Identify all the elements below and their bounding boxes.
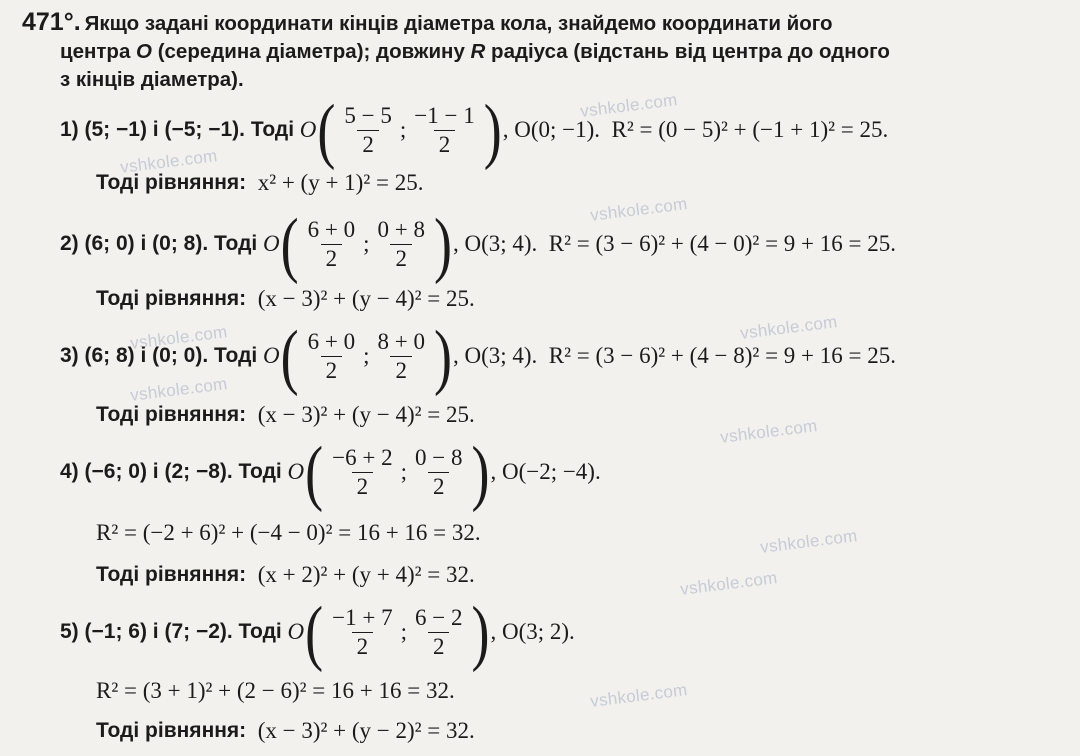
watermark: vshkole.com	[739, 312, 839, 343]
problem-header-line1: 471°. Якщо задані координати кінців діаметра кола, знайдемо координати його	[22, 8, 833, 36]
solution-3-equation: Тоді рівняння: (x − 3)² + (y − 4)² = 25.	[96, 402, 475, 427]
fraction: $\frac{-1 + 7}{2}$	[332, 604, 393, 659]
problem-header-line2: центра O (середина діаметра); довжину R радіуса (відстань від центра до одного	[60, 40, 890, 63]
solution-4-row: 4) (−6; 0) і (2; −8). Тоді O ( $\frac{-6 + 2}{2}$ ; $\frac{0 - 8}{2}$ ) , O(−2; −4).	[60, 431, 601, 513]
solution-4-radius: R² = (−2 + 6)² + (−4 − 0)² = 16 + 16 = 32.	[96, 520, 481, 545]
solution-5-row: 5) (−1; 6) і (7; −2). Тоді O ( $\frac{-1 + 7}{2}$ ; $\frac{6 - 2}{2}$ ) , O(3; 2).	[60, 591, 575, 673]
fraction: $\frac{8 + 0}{2}$	[377, 328, 425, 383]
fraction: $\frac{6 + 0}{2}$	[307, 328, 356, 383]
solution-5-equation: Тоді рівняння: (x − 3)² + (y − 2)² = 32.	[96, 718, 475, 743]
solution-2-equation: Тоді рівняння: (x − 3)² + (y − 4)² = 25.	[96, 286, 475, 311]
watermark: vshkole.com	[579, 90, 679, 121]
fraction: $\frac{-1 - 1}{2}$	[414, 102, 475, 157]
fraction: $\frac{0 + 8}{2}$	[377, 216, 425, 271]
solution-4-equation: Тоді рівняння: (x + 2)² + (y + 4)² = 32.	[96, 562, 475, 587]
fraction: $\frac{5 - 5}{2}$	[344, 102, 392, 157]
watermark: vshkole.com	[679, 568, 779, 599]
watermark: vshkole.com	[119, 146, 219, 177]
fraction: $\frac{6 - 2}{2}$	[414, 604, 463, 659]
solution-1-row: 1) (5; −1) і (−5; −1). Тоді O ( $\frac{5 - 5}{2}$ ; $\frac{-1 - 1}{2}$ ) , O(0; −1). R² = (0 − 5)² + (−1 + 1)² = 25.	[60, 89, 889, 171]
watermark: vshkole.com	[759, 526, 859, 557]
watermark: vshkole.com	[129, 374, 229, 405]
solution-2-row: 2) (6; 0) і (0; 8). Тоді O ( $\frac{6 + 0}{2}$ ; $\frac{0 + 8}{2}$ ) , O(3; 4). R² = (3 − 6)² + (4 − 0)² = 9 + 16 = 25.	[60, 203, 896, 285]
fraction: $\frac{-6 + 2}{2}$	[332, 444, 393, 499]
problem-number: 471°.	[22, 8, 81, 36]
problem-header-line3: з кінців діаметра).	[60, 68, 244, 91]
solution-3-row: 3) (6; 8) і (0; 0). Тоді O ( $\frac{6 + 0}{2}$ ; $\frac{8 + 0}{2}$ ) , O(3; 4). R² = (3 − 6)² + (4 − 8)² = 9 + 16 = 25.	[60, 315, 896, 397]
solution-1-equation: Тоді рівняння: x² + (y + 1)² = 25.	[96, 170, 424, 195]
fraction: $\frac{6 + 0}{2}$	[307, 216, 356, 271]
watermark: vshkole.com	[719, 416, 819, 447]
watermark: vshkole.com	[129, 322, 229, 353]
solution-5-radius: R² = (3 + 1)² + (2 − 6)² = 16 + 16 = 32.	[96, 678, 455, 703]
fraction: $\frac{0 - 8}{2}$	[414, 444, 463, 499]
watermark: vshkole.com	[589, 680, 689, 711]
watermark: vshkole.com	[589, 194, 689, 225]
